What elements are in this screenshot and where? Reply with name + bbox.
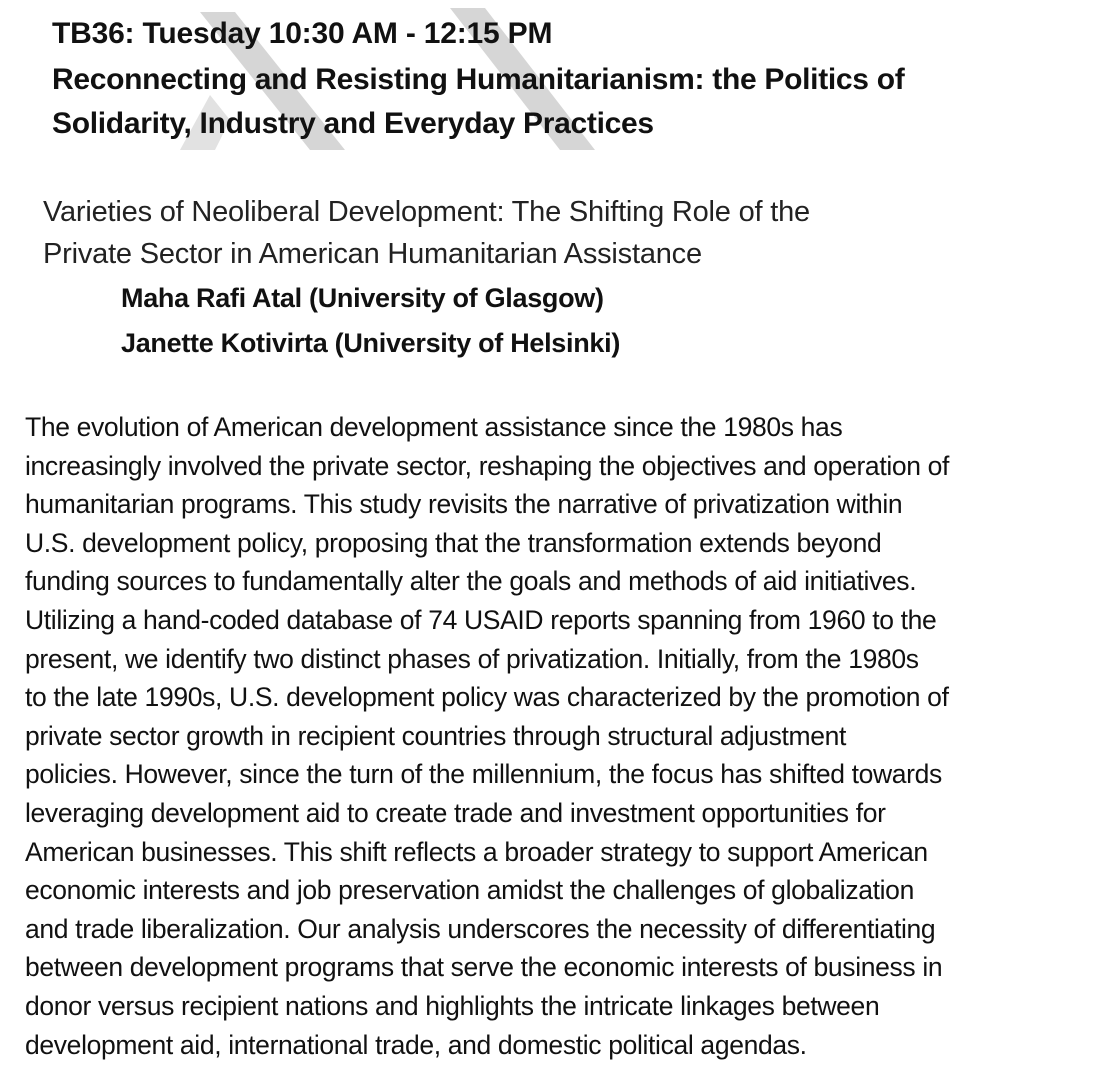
abstract-line: leveraging development aid to create trade and investment opportunities for [25,797,886,828]
abstract-line: The evolution of American development assistance since the 1980s has [25,412,843,442]
abstract-line: and trade liberalization. Our analysis underscores the necessity of differentiating [25,913,936,944]
abstract-line: Utilizing a hand-coded database of 74 USAID reports spanning from 1960 to the [25,604,937,635]
abstract-line: private sector growth in recipient countries through structural adjustment [25,720,847,751]
session-code-time: TB36: Tuesday 10:30 AM - 12:15 PM [52,17,553,50]
abstract [25,408,1105,1064]
abstract-line: between development programs that serve the economic interests of business in [25,952,943,983]
paper-title [43,191,1093,275]
abstract-line: policies. However, since the turn of the millennium, the focus has shifted towards [25,759,942,790]
abstract-line: U.S. development policy, proposing that the transformation extends beyond [25,527,882,558]
abstract-line: funding sources to fundamentally alter the goals and methods of aid initiatives. [25,566,917,597]
author-list [121,276,620,366]
abstract-line: humanitarian programs. This study revisits the narrative of privatization within [25,489,903,520]
session-title-line: Solidarity, Industry and Everyday Practices [52,107,654,140]
paper-title-line: Private Sector in American Humanitarian Assistance [43,238,702,270]
abstract-line: increasingly involved the private sector, reshaping the objectives and operation of [25,450,950,481]
paper-title-line: Varieties of Neoliberal Development: The Shifting Role of the [43,196,810,228]
abstract-line: to the late 1990s, U.S. development policy was characterized by the promotion of [25,682,949,713]
abstract-line: development aid, international trade, and domestic political agendas. [25,1029,807,1060]
abstract-line: American businesses. This shift reflects a broader strategy to support American [25,836,928,867]
author: Maha Rafi Atal (University of Glasgow) [121,283,604,313]
abstract-line: donor versus recipient nations and highlights the intricate linkages between [25,990,880,1021]
abstract-line: economic interests and job preservation amidst the challenges of globalization [25,875,914,906]
session-title-line: Reconnecting and Resisting Humanitarianism: the Politics of [52,63,905,96]
author: Janette Kotivirta (University of Helsinki) [121,328,621,358]
abstract-line: present, we identify two distinct phases of privatization. Initially, from the 1980s [25,643,919,674]
session-title [52,58,1052,146]
